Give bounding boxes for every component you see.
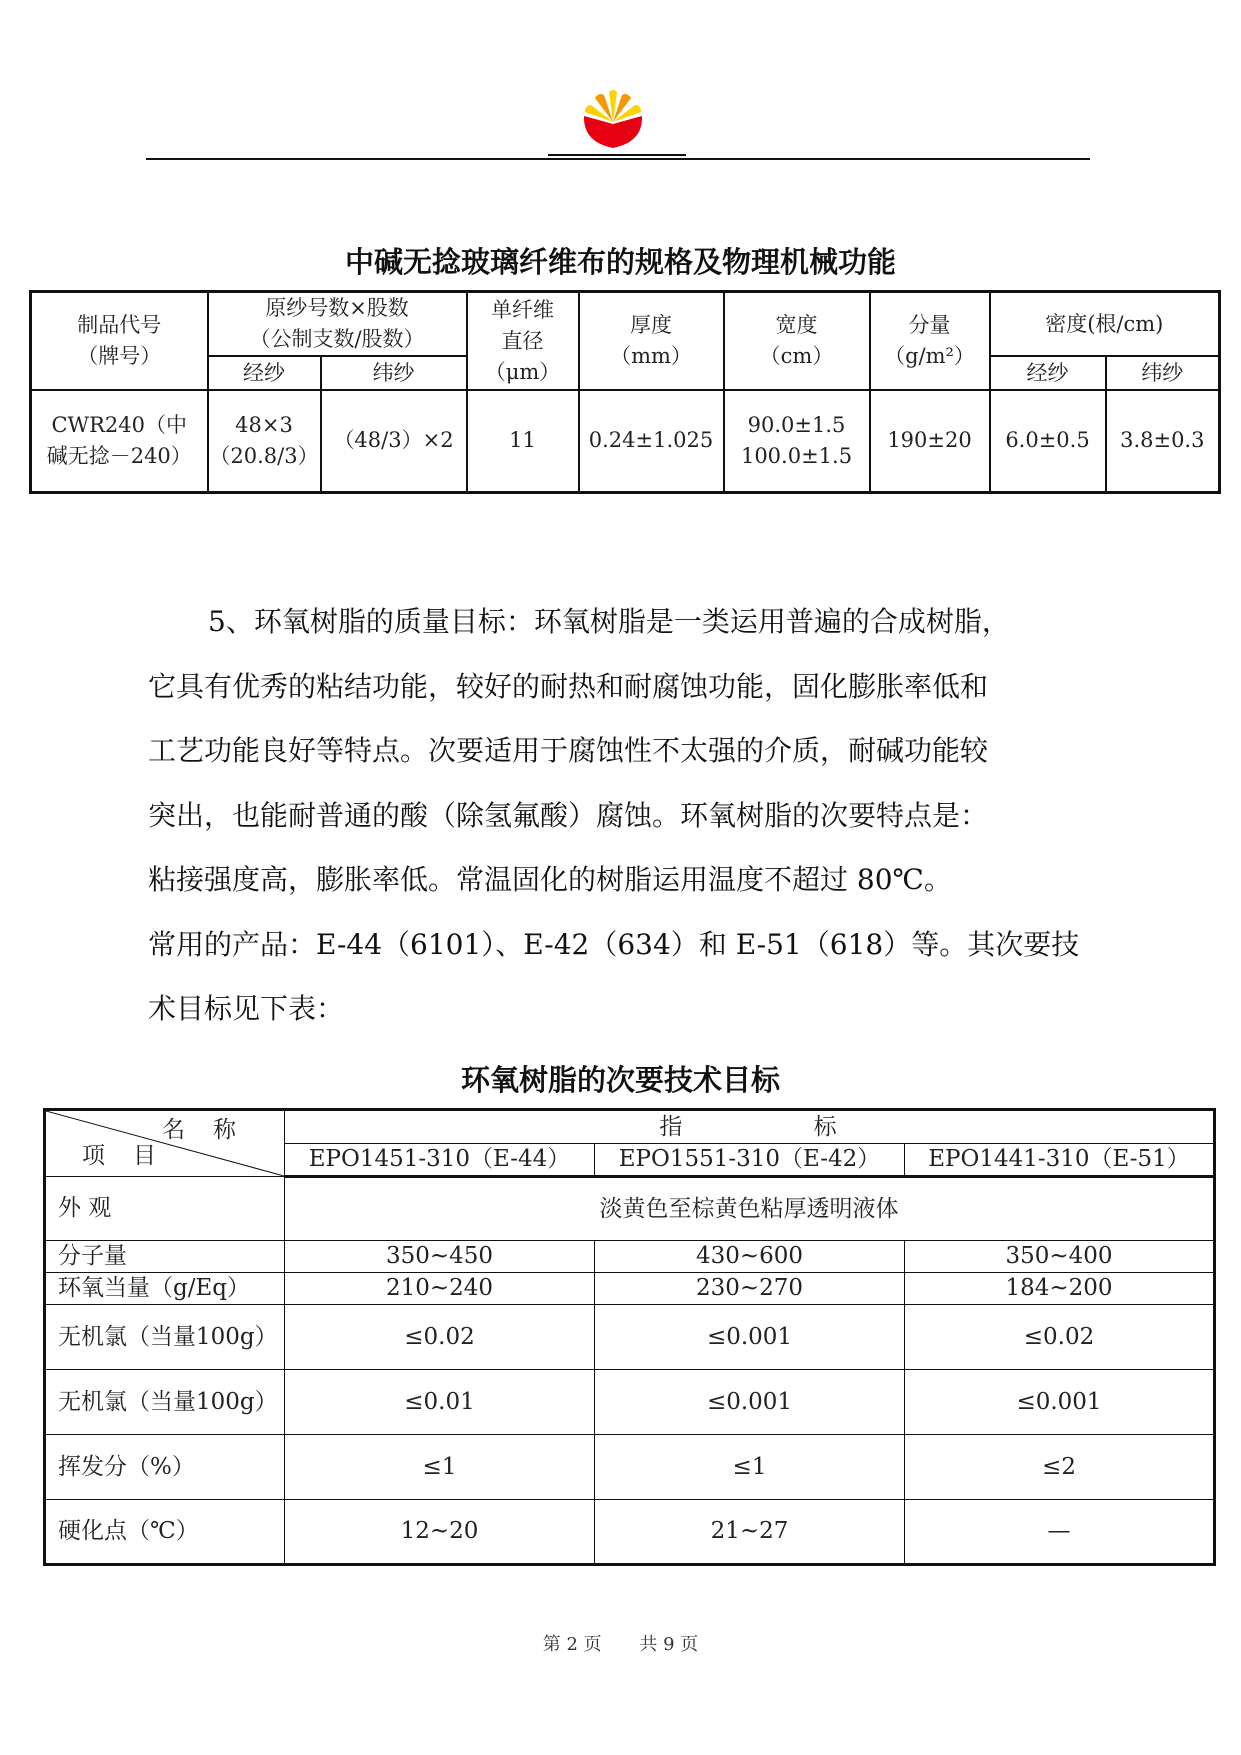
cell-density-weft: 3.8±0.3	[1106, 390, 1220, 492]
table1-title: 中碱无捻玻璃纤维布的规格及物理机械功能	[344, 245, 896, 279]
cell-thickness: 0.24±1.025	[579, 390, 724, 492]
table-cell: 210~240	[285, 1273, 595, 1305]
table-cell: —	[905, 1500, 1215, 1565]
cell-product-code: CWR240（中 碱无捻－240）	[31, 390, 208, 492]
table-cell: 350~400	[905, 1241, 1215, 1273]
table2-title: 环氧树脂的次要技术目标	[460, 1063, 780, 1097]
table-row	[45, 1370, 1215, 1435]
header-fiber-diameter: 单纤维 直径 （μm）	[467, 292, 579, 391]
paragraph-line: 常用的产品：E-44（6101）、E-42（634）和 E-51（618）等。其次要技	[148, 927, 1080, 961]
header-product-code: 制品代号 （牌号）	[31, 292, 208, 391]
paragraph-line: 工艺功能良好等特点。次要适用于腐蚀性不太强的介质，耐碱功能较	[148, 734, 989, 767]
paragraph-line: 它具有优秀的粘结功能，较好的耐热和耐腐蚀功能，固化膨胀率低和	[148, 669, 989, 703]
header-weft: 纬纱	[321, 356, 467, 390]
table-cell: ≤0.001	[595, 1370, 905, 1435]
table-row	[45, 1500, 1215, 1565]
table-cell: 430~600	[595, 1241, 905, 1273]
row-label: 无机氯（当量100g）	[45, 1305, 285, 1370]
page-total: 共 9 页	[639, 1634, 699, 1655]
header-product-e42: EPO1551-310（E-42）	[595, 1144, 905, 1177]
row-label: 挥发分（%）	[45, 1435, 285, 1500]
table-row	[45, 1273, 1215, 1305]
cell-width: 90.0±1.5 100.0±1.5	[724, 390, 870, 492]
header-warp: 经纱	[208, 356, 321, 390]
header-density-weft: 纬纱	[1106, 356, 1220, 390]
table-cell: 12~20	[285, 1500, 595, 1565]
row-label: 硬化点（℃）	[45, 1500, 285, 1565]
logo-underline	[548, 154, 686, 156]
header-index: 指 标	[285, 1110, 1215, 1144]
header-product-e51: EPO1441-310（E-51）	[905, 1144, 1215, 1177]
cell-weft: （48/3）×2	[321, 390, 467, 492]
table-row	[45, 1435, 1215, 1500]
header-density-warp: 经纱	[990, 356, 1106, 390]
table-cell: 184~200	[905, 1273, 1215, 1305]
cell-weight: 190±20	[870, 390, 990, 492]
table-cell: ≤0.01	[285, 1370, 595, 1435]
petrochina-logo-icon	[582, 88, 644, 150]
table-cell: ≤0.02	[285, 1305, 595, 1370]
table-cell: ≤1	[595, 1435, 905, 1500]
corner-name-label: 名称	[162, 1117, 264, 1143]
page-number: 第 2 页	[542, 1634, 602, 1655]
cell-fiber: 11	[467, 390, 579, 492]
glass-fiber-spec-table	[29, 290, 1221, 494]
table-row	[45, 1241, 1215, 1273]
epoxy-paragraph	[148, 590, 1098, 1042]
table-cell: ≤0.001	[905, 1370, 1215, 1435]
row-label: 分子量	[45, 1241, 285, 1273]
table-cell: ≤0.02	[905, 1305, 1215, 1370]
paragraph-line: 粘接强度高，膨胀率低。常温固化的树脂运用温度不超过 80℃。	[148, 863, 952, 896]
corner-header	[45, 1110, 285, 1177]
epoxy-spec-table	[43, 1108, 1216, 1566]
header-rule	[146, 158, 1090, 160]
table-row	[31, 390, 1220, 492]
table-cell: ≤1	[285, 1435, 595, 1500]
row-label: 外 观	[45, 1177, 285, 1241]
table-row	[45, 1305, 1215, 1370]
cell-warp: 48×3 （20.8/3）	[208, 390, 321, 492]
row-label: 环氧当量（g/Eq）	[45, 1273, 285, 1305]
table-cell: 350~450	[285, 1241, 595, 1273]
table-cell: ≤2	[905, 1435, 1215, 1500]
header-product-e44: EPO1451-310（E-44）	[285, 1144, 595, 1177]
table-cell: 21~27	[595, 1500, 905, 1565]
paragraph-line: 突出，也能耐普通的酸（除氢氟酸）腐蚀。环氧树脂的次要特点是：	[148, 798, 989, 832]
header-width: 宽度 （cm）	[724, 292, 870, 391]
corner-item-label: 项目	[82, 1143, 184, 1169]
header-yarn-count: 原纱号数×股数 （公制支数/股数）	[208, 292, 467, 357]
header-thickness: 厚度 （mm）	[579, 292, 724, 391]
table-row	[45, 1177, 1215, 1241]
paragraph-line: 5、环氧树脂的质量目标：环氧树脂是一类运用普遍的合成树脂，	[208, 605, 1010, 638]
table-cell: ≤0.001	[595, 1305, 905, 1370]
table-cell: 230~270	[595, 1273, 905, 1305]
page-footer	[0, 1630, 1241, 1656]
header-weight: 分量 （g/m²）	[870, 292, 990, 391]
row-label: 无机氯（当量100g）	[45, 1370, 285, 1435]
cell-density-warp: 6.0±0.5	[990, 390, 1106, 492]
paragraph-line: 术目标见下表：	[148, 992, 345, 1025]
appearance-value: 淡黄色至棕黄色粘厚透明液体	[285, 1177, 1215, 1241]
header-density: 密度(根/cm)	[990, 292, 1220, 357]
